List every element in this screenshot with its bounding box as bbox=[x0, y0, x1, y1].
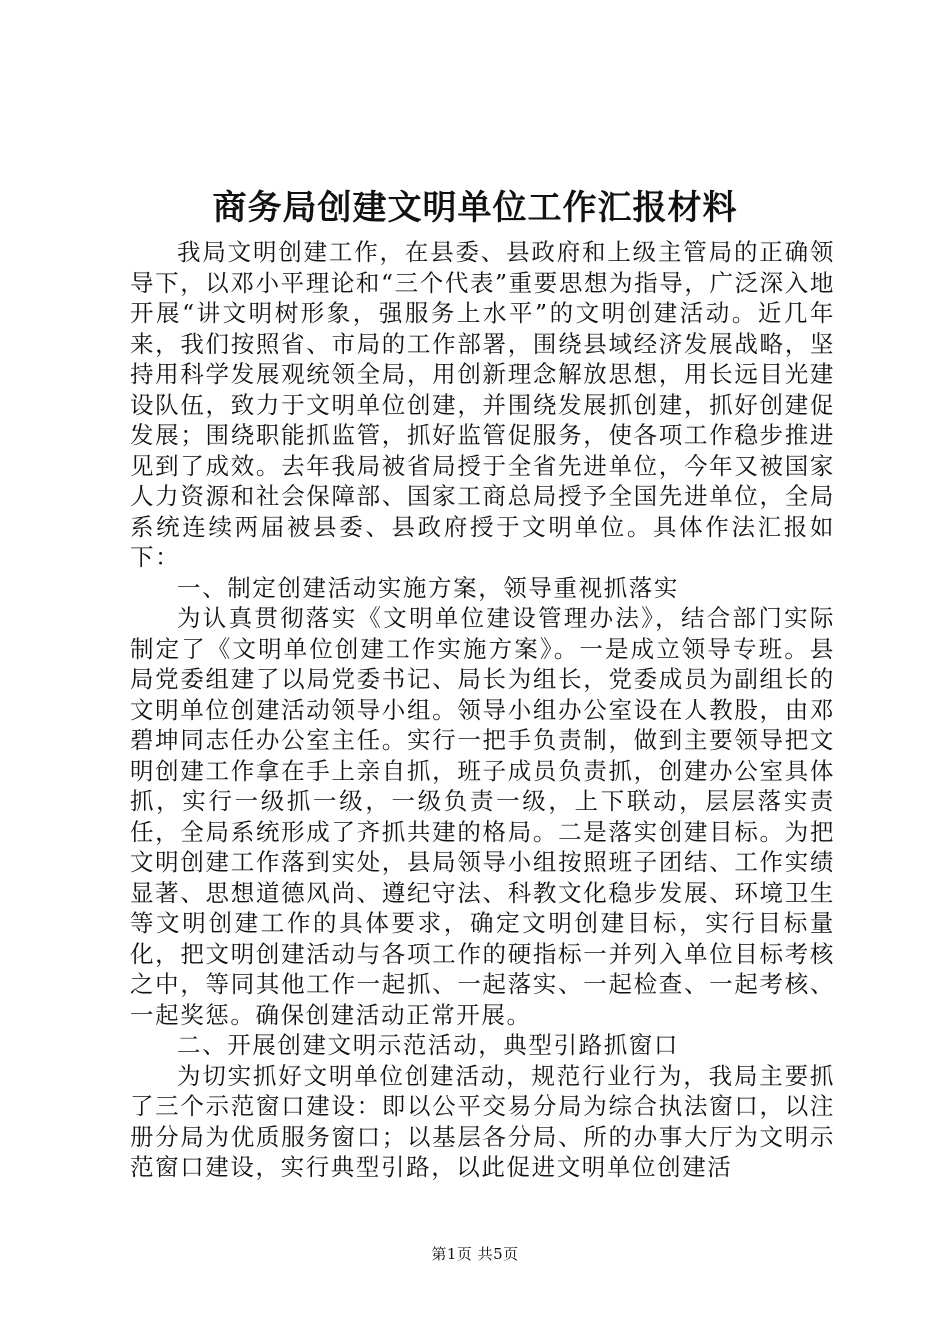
paragraph-intro: 我局文明创建工作，在县委、县政府和上级主管局的正确领导下，以邓小平理论和“三个代表”重要思想为指导，广泛深入地开展“讲文明树形象，强服务上水平”的文明创建活动。近几年来，我们按照省、市局的工作部署，围绕县域经济发展战略，坚持用科学发展观统领全局，用创新理念解放思想，用长远目光建设队伍，致力于文明单位创建，并围绕发展抓创建，抓好创建促发展；围绕职能抓监管，抓好监管促服务，使各项工作稳步推进见到了成效。去年我局被省局授于全省先进单位，今年又被国家人力资源和社会保障部、国家工商总局授予全国先进单位，全局系统连续两届被县委、县政府授于文明单位。具体作法汇报如下： bbox=[130, 238, 835, 571]
paragraph-section-1: 为认真贯彻落实《文明单位建设管理办法》，结合部门实际制定了《文明单位创建工作实施方案》。一是成立领导专班。县局党委组建了以局党委书记、局长为组长，党委成员为副组长的文明单位创建活动领导小组。领导小组办公室设在人教股，由邓碧坤同志任办公室主任。实行一把手负责制，做到主要领导把文明创建工作拿在手上亲自抓，班子成员负责抓，创建办公室具体抓，实行一级抓一级，一级负责一级，上下联动，层层落实责任，全局系统形成了齐抓共建的格局。二是落实创建目标。为把文明创建工作落到实处，县局领导小组按照班子团结、工作实绩显著、思想道德风尚、遵纪守法、科教文化稳步发展、环境卫生等文明创建工作的具体要求，确定文明创建目标，实行目标量化，把文明创建活动与各项工作的硬指标一并列入单位目标考核之中，等同其他工作一起抓、一起落实、一起检查、一起考核、一起奖惩。确保创建活动正常开展。 bbox=[130, 604, 835, 1029]
page-number-footer: 第1页 共5页 bbox=[431, 1245, 519, 1263]
document-title: 商务局创建文明单位工作汇报材料 bbox=[212, 188, 738, 228]
section-heading-1: 一、制定创建活动实施方案，领导重视抓落实 bbox=[177, 573, 679, 602]
paragraph-section-2: 为切实抓好文明单位创建活动，规范行业行为，我局主要抓了三个示范窗口建设：即以公平交易分局为综合执法窗口，以注册分局为优质服务窗口；以基层各分局、所的办事大厅为文明示范窗口建设，实行典型引路，以此促进文明单位创建活 bbox=[130, 1061, 835, 1181]
document-body bbox=[130, 237, 835, 1183]
section-heading-2: 二、开展创建文明示范活动，典型引路抓窗口 bbox=[177, 1031, 679, 1059]
